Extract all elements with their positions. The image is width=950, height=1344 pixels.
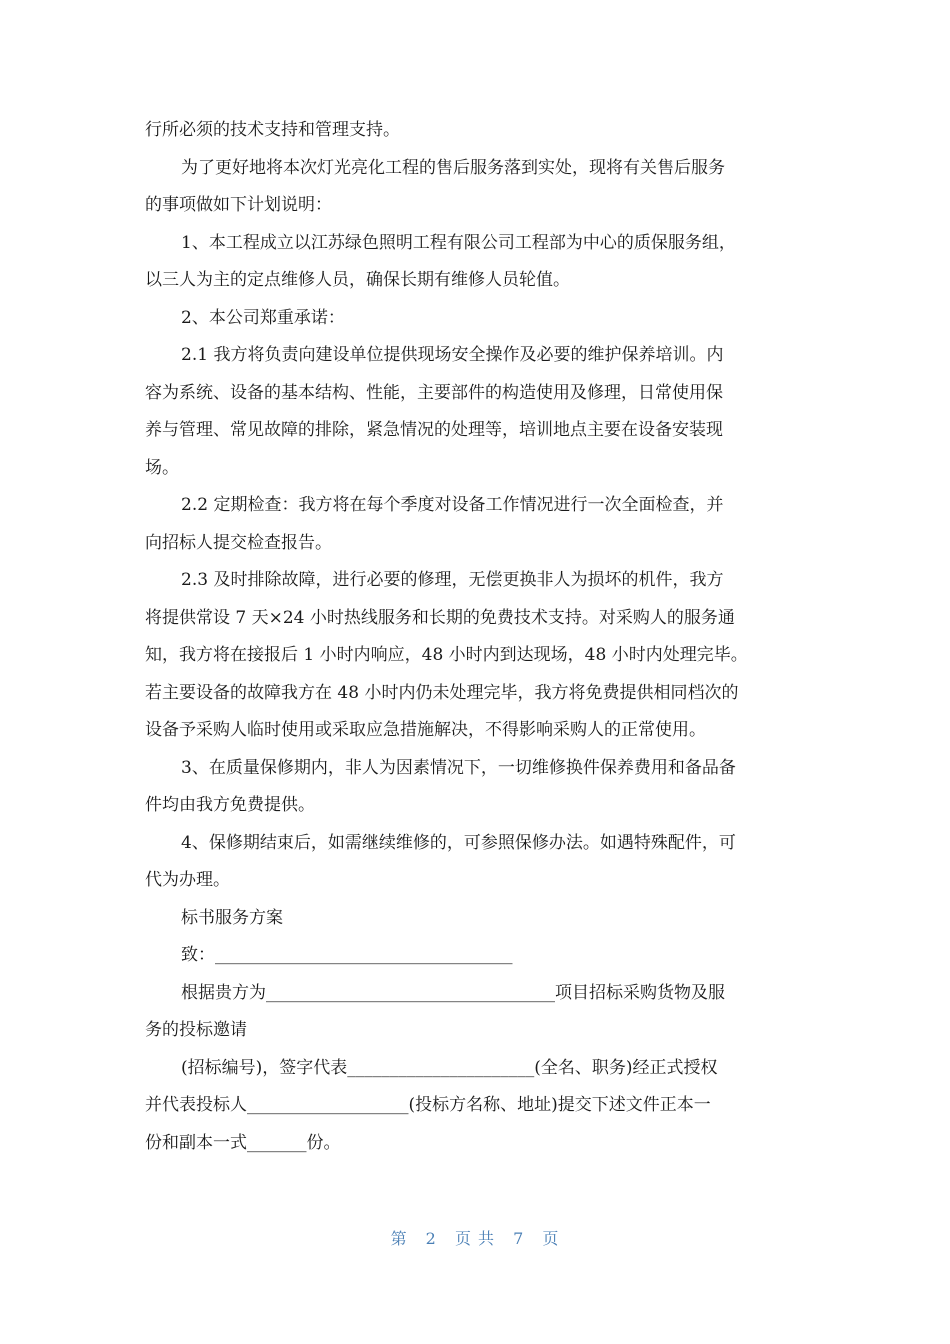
document-body [145,112,805,1162]
text-line: 件均由我方免费提供。 [145,795,315,815]
text-line: 并代表投标人___________________(投标方名称、地址)提交下述文件正本一 [145,1095,711,1115]
footer-middle: 页 共 [454,1229,496,1248]
page-footer [0,1226,950,1249]
text-line: 2.3 及时排除故障，进行必要的修理，无偿更换非人为损坏的机件，我方 [181,570,724,590]
text-line: 2.2 定期检查：我方将在每个季度对设备工作情况进行一次全面检查，并 [181,495,724,515]
text-line: 4、保修期结束后，如需继续维修的，可参照保修办法。如遇特殊配件，可 [181,832,736,853]
text-line: 致：___________________________________ [181,945,513,965]
footer-total-pages: 7 [513,1229,525,1248]
text-line: 容为系统、设备的基本结构、性能，主要部件的构造使用及修理，日常使用保 [145,382,723,403]
text-line: 根据贵方为__________________________________项目招标采购货物及服 [181,982,725,1003]
text-line: 若主要设备的故障我方在 48 小时内仍未处理完毕，我方将免费提供相同档次的 [145,682,739,703]
text-line: 2、本公司郑重承诺： [181,307,345,328]
text-line: 设备予采购人临时使用或采取应急措施解决，不得影响采购人的正常使用。 [145,720,706,740]
text-line: 份和副本一式_______份。 [145,1132,341,1153]
text-line: 养与管理、常见故障的排除，紧急情况的处理等，培训地点主要在设备安装现 [145,420,723,440]
text-line: 以三人为主的定点维修人员，确保长期有维修人员轮值。 [145,270,570,290]
text-line: 知，我方将在接报后 1 小时内响应，48 小时内到达现场，48 小时内处理完毕。 [145,645,748,665]
text-line: 标书服务方案 [181,907,283,928]
text-line: 的事项做如下计划说明： [145,195,332,215]
footer-suffix: 页 [542,1229,560,1248]
text-line: 将提供常设 7 天×24 小时热线服务和长期的免费技术支持。对采购人的服务通 [145,607,735,628]
text-line: 1、本工程成立以江苏绿色照明工程有限公司工程部为中心的质保服务组， [181,232,736,253]
text-line: (招标编号)，签字代表______________________(全名、职务)经正式授权 [181,1057,718,1078]
text-line: 行所必须的技术支持和管理支持。 [145,120,400,140]
footer-current-page: 2 [425,1229,437,1248]
text-line: 3、在质量保修期内，非人为因素情况下，一切维修换件保养费用和备品备 [181,757,736,778]
text-line: 向招标人提交检查报告。 [145,532,332,553]
text-line: 代为办理。 [145,870,230,890]
text-line: 为了更好地将本次灯光亮化工程的售后服务落到实处，现将有关售后服务 [181,157,725,178]
text-line: 2.1 我方将负责向建设单位提供现场安全操作及必要的维护保养培训。内 [181,345,724,365]
text-line: 务的投标邀请 [145,1020,247,1040]
footer-prefix: 第 [390,1229,408,1248]
text-line: 场。 [145,457,179,478]
